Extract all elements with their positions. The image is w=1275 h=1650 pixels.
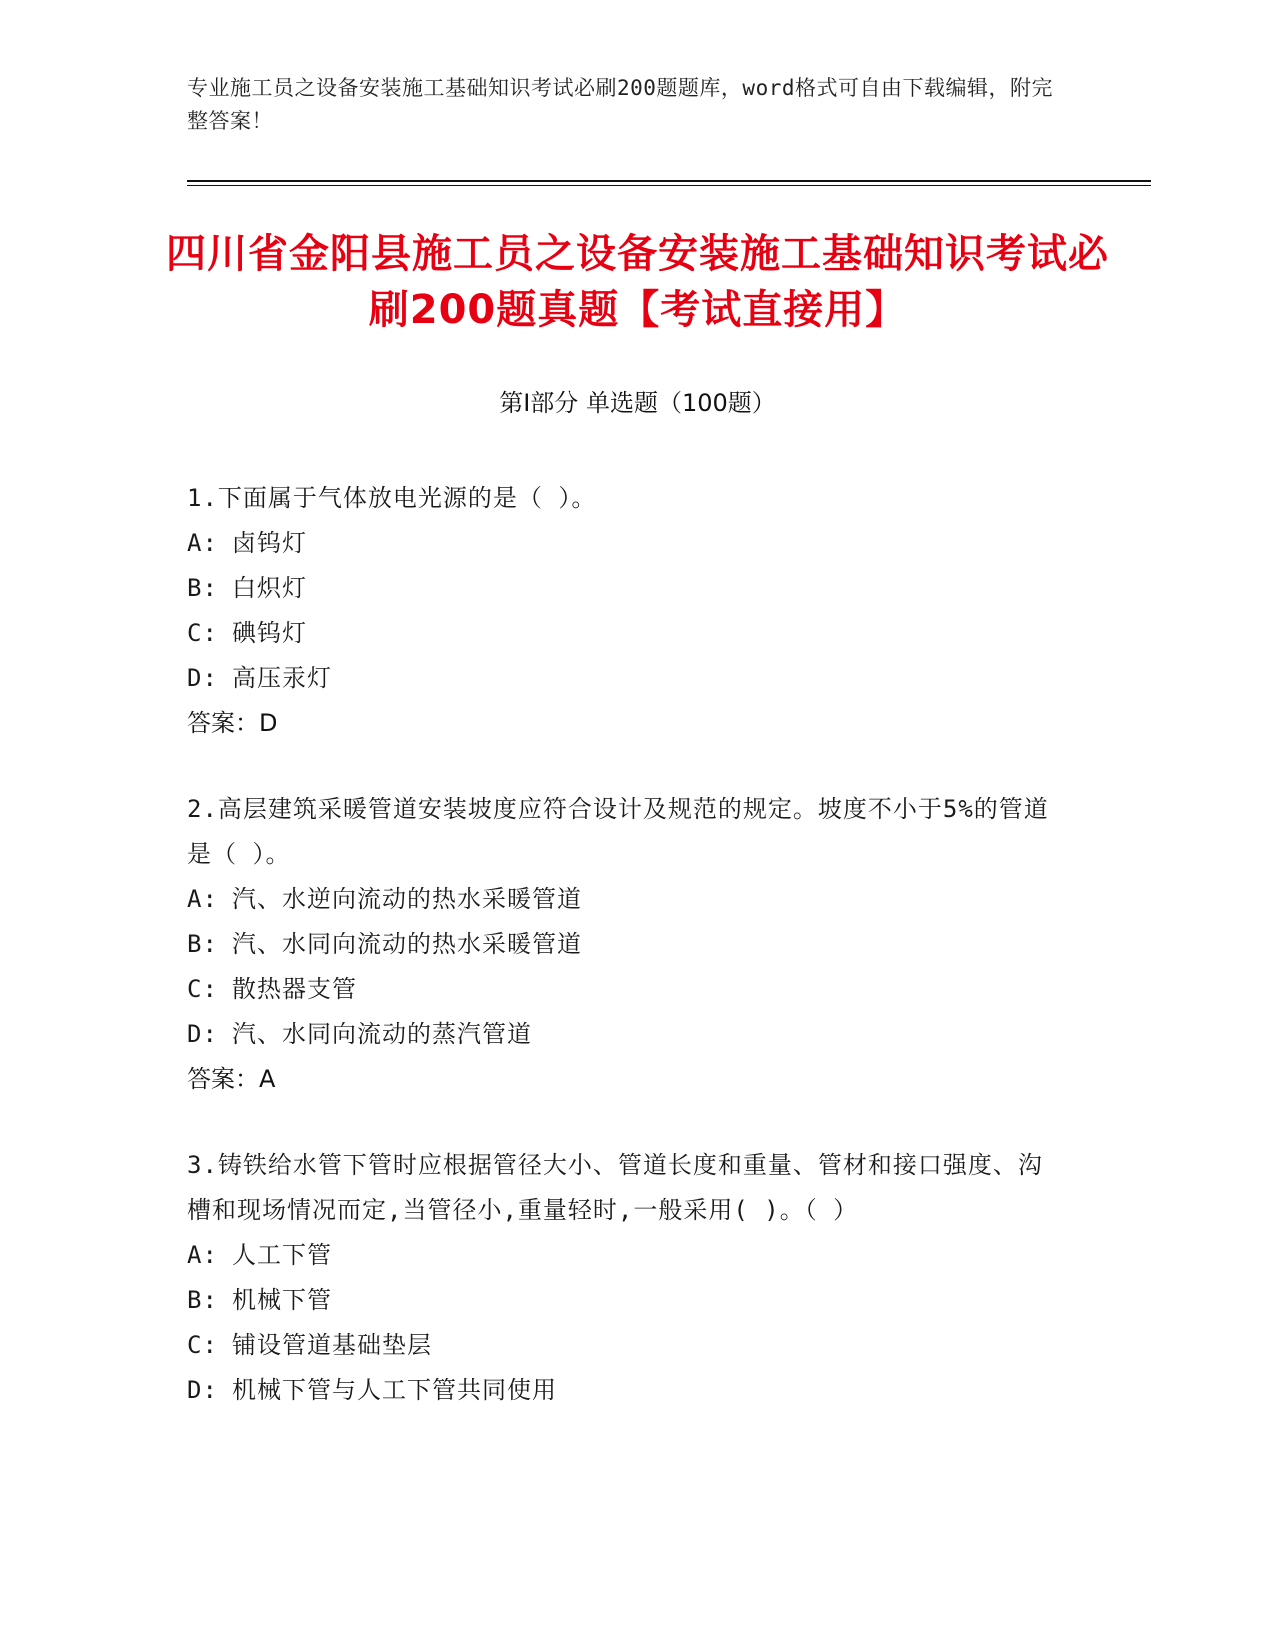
option-a [187,1233,1067,1278]
option-text: 机械下管 [232,1286,332,1314]
answer-value: A [259,1065,276,1093]
option-a [187,521,1067,566]
header-rule-thin [187,185,1151,186]
option-letter: C: [187,975,218,1003]
option-text: 高压汞灯 [232,664,332,692]
option-text: 人工下管 [232,1241,332,1269]
answer-value: D [259,709,278,737]
option-letter: A: [187,529,218,557]
option-text: 白炽灯 [232,574,307,602]
option-letter: C: [187,619,218,647]
answer-line [187,1057,1067,1102]
option-c [187,1323,1067,1368]
section-heading: 第Ⅰ部分 单选题（100题） [499,389,776,417]
header-rule-thick [187,180,1151,182]
option-c [187,967,1067,1012]
document-title: 四川省金阳县施工员之设备安装施工基础知识考试必刷200题真题【考试直接用】 [166,231,1109,333]
option-text: 散热器支管 [232,975,357,1003]
option-letter: D: [187,664,218,692]
question-stem: 1.下面属于气体放电光源的是（ ）。 [187,484,597,512]
option-letter: B: [187,930,218,958]
option-letter: B: [187,574,218,602]
option-b [187,922,1067,967]
option-text: 机械下管与人工下管共同使用 [232,1376,557,1404]
option-d [187,656,1067,701]
option-letter: D: [187,1376,218,1404]
option-text: 汽、水同向流动的蒸汽管道 [232,1020,532,1048]
option-letter: A: [187,885,218,913]
answer-label: 答案： [187,1065,259,1093]
question-stem: 2.高层建筑采暖管道安装坡度应符合设计及规范的规定。坡度不小于5%的管道是（ ）。 [187,795,1049,868]
option-text: 卤钨灯 [232,529,307,557]
answer-label: 答案： [187,709,259,737]
option-a [187,877,1067,922]
option-d [187,1368,1067,1413]
option-b [187,566,1067,611]
option-text: 汽、水同向流动的热水采暖管道 [232,930,582,958]
option-text: 汽、水逆向流动的热水采暖管道 [232,885,582,913]
question-2 [187,787,1067,1102]
option-letter: A: [187,1241,218,1269]
question-list [187,476,1067,1454]
option-text: 铺设管道基础垫层 [232,1331,432,1359]
option-letter: B: [187,1286,218,1314]
option-c [187,611,1067,656]
option-b [187,1278,1067,1323]
option-letter: D: [187,1020,218,1048]
question-stem: 3.铸铁给水管下管时应根据管径大小、管道长度和重量、管材和接口强度、沟槽和现场情况而定,当管径小,重量轻时,一般采用( )。（ ） [187,1151,1043,1224]
option-d [187,1012,1067,1057]
question-1 [187,476,1067,746]
option-text: 碘钨灯 [232,619,307,647]
header-note: 专业施工员之设备安装施工基础知识考试必刷200题题库，word格式可自由下载编辑，附完整答案！ [187,76,1053,133]
question-3 [187,1143,1067,1413]
answer-line [187,701,1067,746]
option-letter: C: [187,1331,218,1359]
